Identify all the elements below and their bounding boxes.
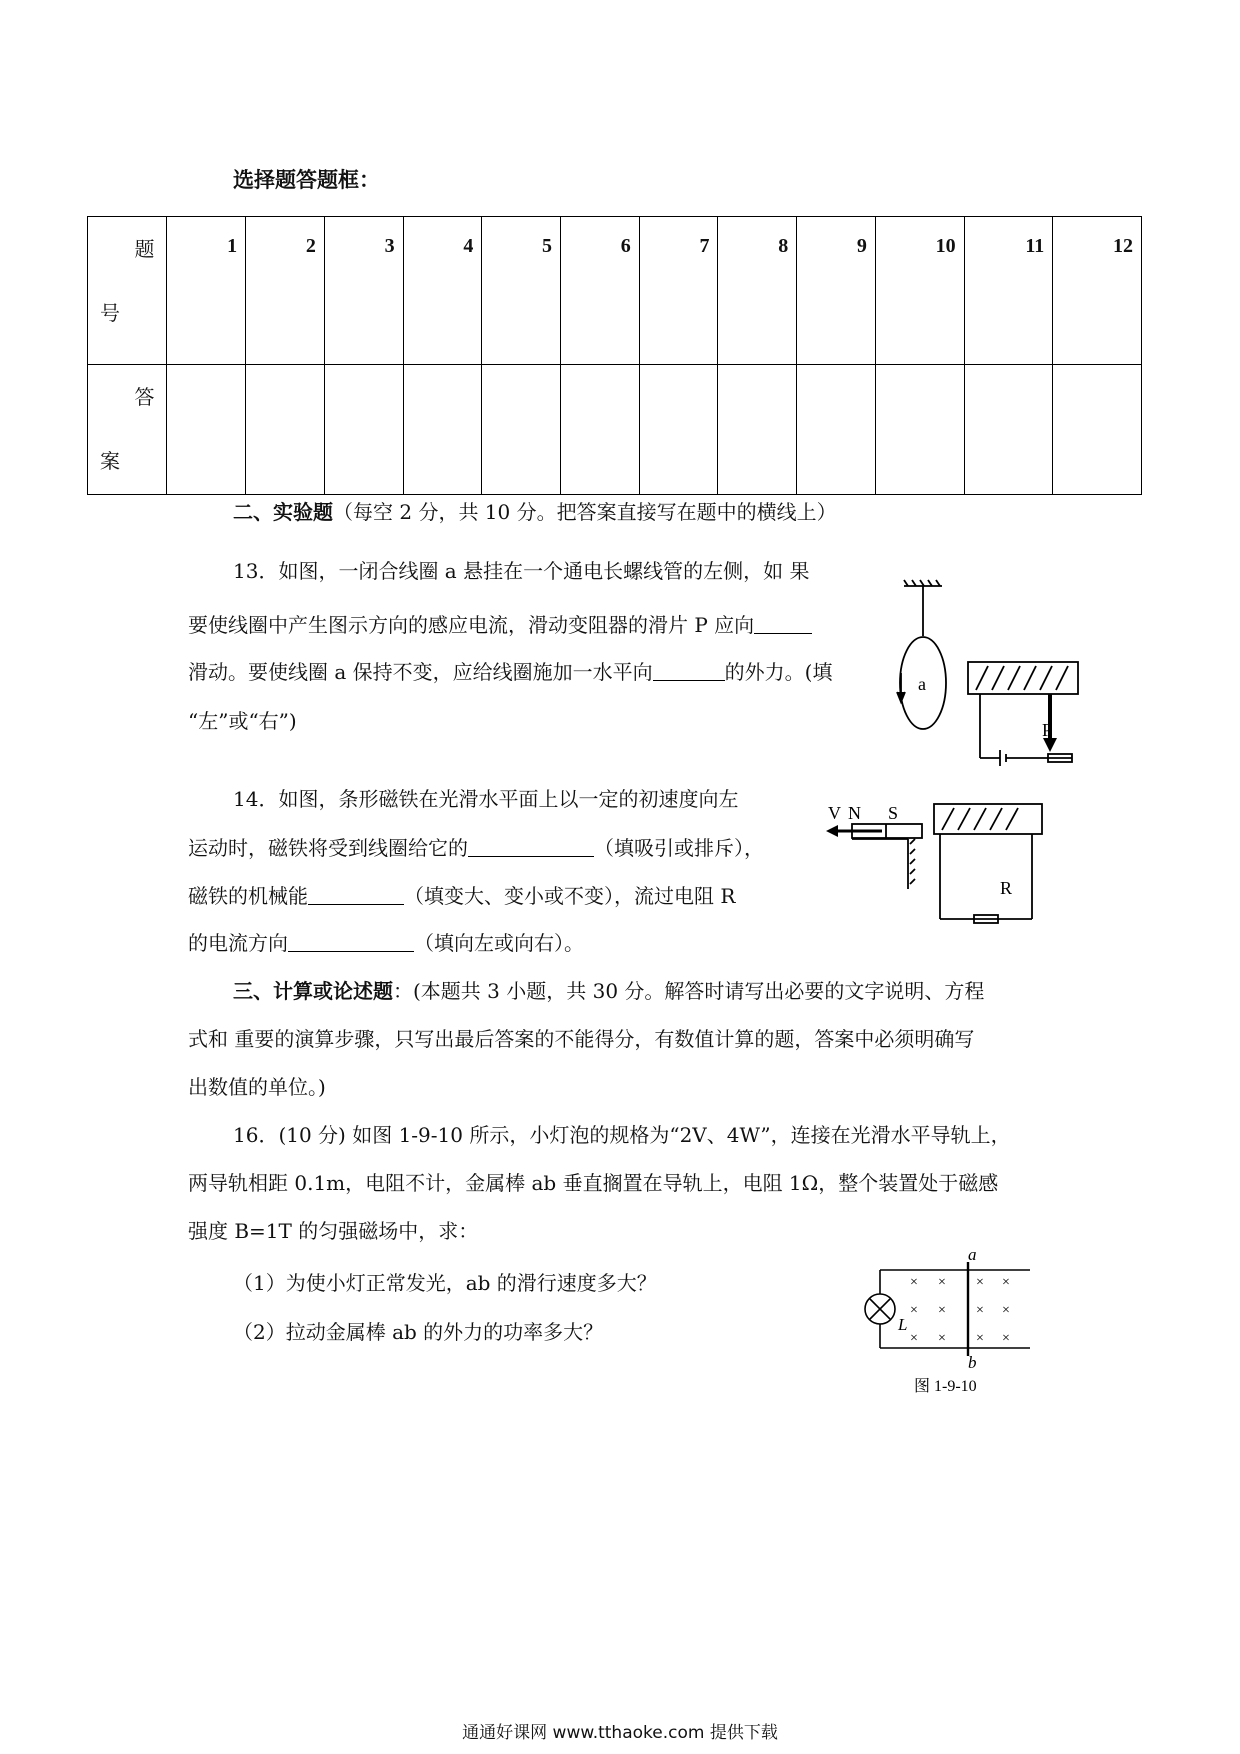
velocity-label: V [828, 803, 841, 823]
answer-cell[interactable] [246, 365, 325, 495]
q16-rail-figure [858, 1238, 1038, 1398]
answer-blank[interactable] [754, 613, 812, 634]
question-number: 4 [403, 217, 482, 365]
svg-text:×: × [976, 1331, 984, 1346]
svg-text:×: × [976, 1275, 984, 1290]
label-char: 题 [134, 239, 155, 261]
question-number: 5 [482, 217, 561, 365]
answer-table [87, 216, 1142, 495]
answer-cell[interactable] [797, 365, 876, 495]
svg-text:×: × [938, 1303, 946, 1318]
text: ：(本题共 3 小题，共 30 分。解答时请写出必要的文字说明、方程 [393, 979, 985, 1003]
south-pole-label: S [888, 803, 899, 823]
question-number: 10 [875, 217, 964, 365]
answer-blank[interactable] [653, 660, 725, 681]
section-3-line-2: 式和 重要的演算步骤，只写出最后答案的不能得分，有数值计算的题，答案中必须明确写 [188, 1027, 975, 1051]
svg-text:×: × [910, 1331, 918, 1346]
north-pole-label: N [848, 803, 861, 823]
text: 运动时，磁铁将受到线圈给它的 [188, 836, 468, 860]
question-number: 6 [561, 217, 640, 365]
q16-line-1: 16．(10 分) 如图 1-9-10 所示，小灯泡的规格为“2V、4W”，连接在光滑水平导轨上， [233, 1123, 1011, 1147]
answer-cell[interactable] [561, 365, 640, 495]
row-label-answer [88, 365, 167, 495]
answer-blank[interactable] [308, 884, 404, 905]
footer-credit: 通通好课网 www.tthaoke.com 提供下载 [462, 1723, 778, 1743]
answer-blank[interactable] [468, 836, 594, 857]
row-label-number [88, 217, 167, 365]
q16-line-2: 两导轨相距 0.1m，电阻不计，金属棒 ab 垂直搁置在导轨上，电阻 1Ω，整个装置处于磁感 [188, 1171, 999, 1195]
question-number: 11 [964, 217, 1053, 365]
answer-box-title: 选择题答题框： [233, 168, 380, 192]
q14-line-1: 14．如图，条形磁铁在光滑水平面上以一定的初速度向左 [233, 787, 739, 811]
answer-cell[interactable] [403, 365, 482, 495]
answer-cell[interactable] [324, 365, 403, 495]
slider-label: P [1042, 720, 1053, 740]
question-number: 3 [324, 217, 403, 365]
svg-text:×: × [938, 1275, 946, 1290]
answer-cell[interactable] [718, 365, 797, 495]
answer-cell[interactable] [167, 365, 246, 495]
lamp-label: L [898, 1315, 908, 1334]
q14-line-4 [188, 929, 584, 957]
text: （填变大、变小或不变），流过电阻 R [404, 884, 736, 908]
rod-end-b-label: b [968, 1353, 977, 1372]
label-char: 号 [100, 303, 120, 325]
label-char: 答 [134, 387, 155, 409]
section-3-line-3: 出数值的单位。) [188, 1075, 326, 1099]
text: 滑动。要使线圈 a 保持不变，应给线圈施加一水平向 [188, 660, 653, 684]
coil-label: a [918, 674, 926, 694]
section-note: （每空 2 分，共 10 分。把答案直接写在题中的横线上） [333, 500, 837, 524]
figure-caption: 图 1-9-10 [914, 1378, 977, 1395]
svg-text:×: × [938, 1331, 946, 1346]
question-number: 7 [639, 217, 718, 365]
question-number: 12 [1053, 217, 1142, 365]
q16-sub-2: （2）拉动金属棒 ab 的外力的功率多大？ [233, 1320, 604, 1344]
answer-cell[interactable] [964, 365, 1053, 495]
q13-solenoid-figure [890, 578, 1090, 768]
answer-cell[interactable] [482, 365, 561, 495]
resistor-label: R [1000, 878, 1013, 898]
q13-line-2 [188, 611, 812, 639]
svg-text:×: × [1002, 1303, 1010, 1318]
table-row-numbers [88, 217, 1142, 365]
q14-magnet-figure [822, 796, 1048, 931]
svg-text:×: × [910, 1275, 918, 1290]
answer-cell[interactable] [1053, 365, 1142, 495]
rod-end-a-label: a [968, 1245, 977, 1264]
question-number: 1 [167, 217, 246, 365]
answer-cell[interactable] [639, 365, 718, 495]
section-2-heading [233, 498, 837, 526]
q13-line-3 [188, 658, 832, 686]
question-number: 2 [246, 217, 325, 365]
text: 要使线圈中产生图示方向的感应电流，滑动变阻器的滑片 P 应向 [188, 613, 755, 637]
text: （填向左或向右）。 [414, 931, 584, 955]
section-title: 二、实验题 [233, 500, 333, 524]
svg-text:×: × [910, 1303, 918, 1318]
svg-text:×: × [976, 1303, 984, 1318]
magnetic-field-crosses [910, 1275, 1010, 1346]
q16-sub-1: （1）为使小灯正常发光，ab 的滑行速度多大？ [233, 1271, 657, 1295]
q16-line-3: 强度 B=1T 的匀强磁场中，求： [188, 1219, 479, 1243]
svg-text:×: × [1002, 1331, 1010, 1346]
answer-cell[interactable] [875, 365, 964, 495]
text: 的外力。(填 [724, 660, 833, 684]
text: （填吸引或排斥）， [594, 836, 764, 860]
label-char: 案 [100, 451, 120, 473]
q14-line-2 [188, 834, 764, 862]
section-3-line-1 [233, 977, 984, 1005]
answer-blank[interactable] [288, 931, 414, 952]
q13-line-1: 13．如图，一闭合线圈 a 悬挂在一个通电长螺线管的左侧，如 果 [233, 559, 810, 583]
question-number: 8 [718, 217, 797, 365]
table-row-answers [88, 365, 1142, 495]
svg-text:×: × [1002, 1275, 1010, 1290]
text: 磁铁的机械能 [188, 884, 308, 908]
text: 的电流方向 [188, 931, 288, 955]
section-title: 三、计算或论述题 [233, 979, 393, 1003]
question-number: 9 [797, 217, 876, 365]
q13-line-4: “左”或“右”) [188, 709, 297, 733]
q14-line-3 [188, 882, 735, 910]
